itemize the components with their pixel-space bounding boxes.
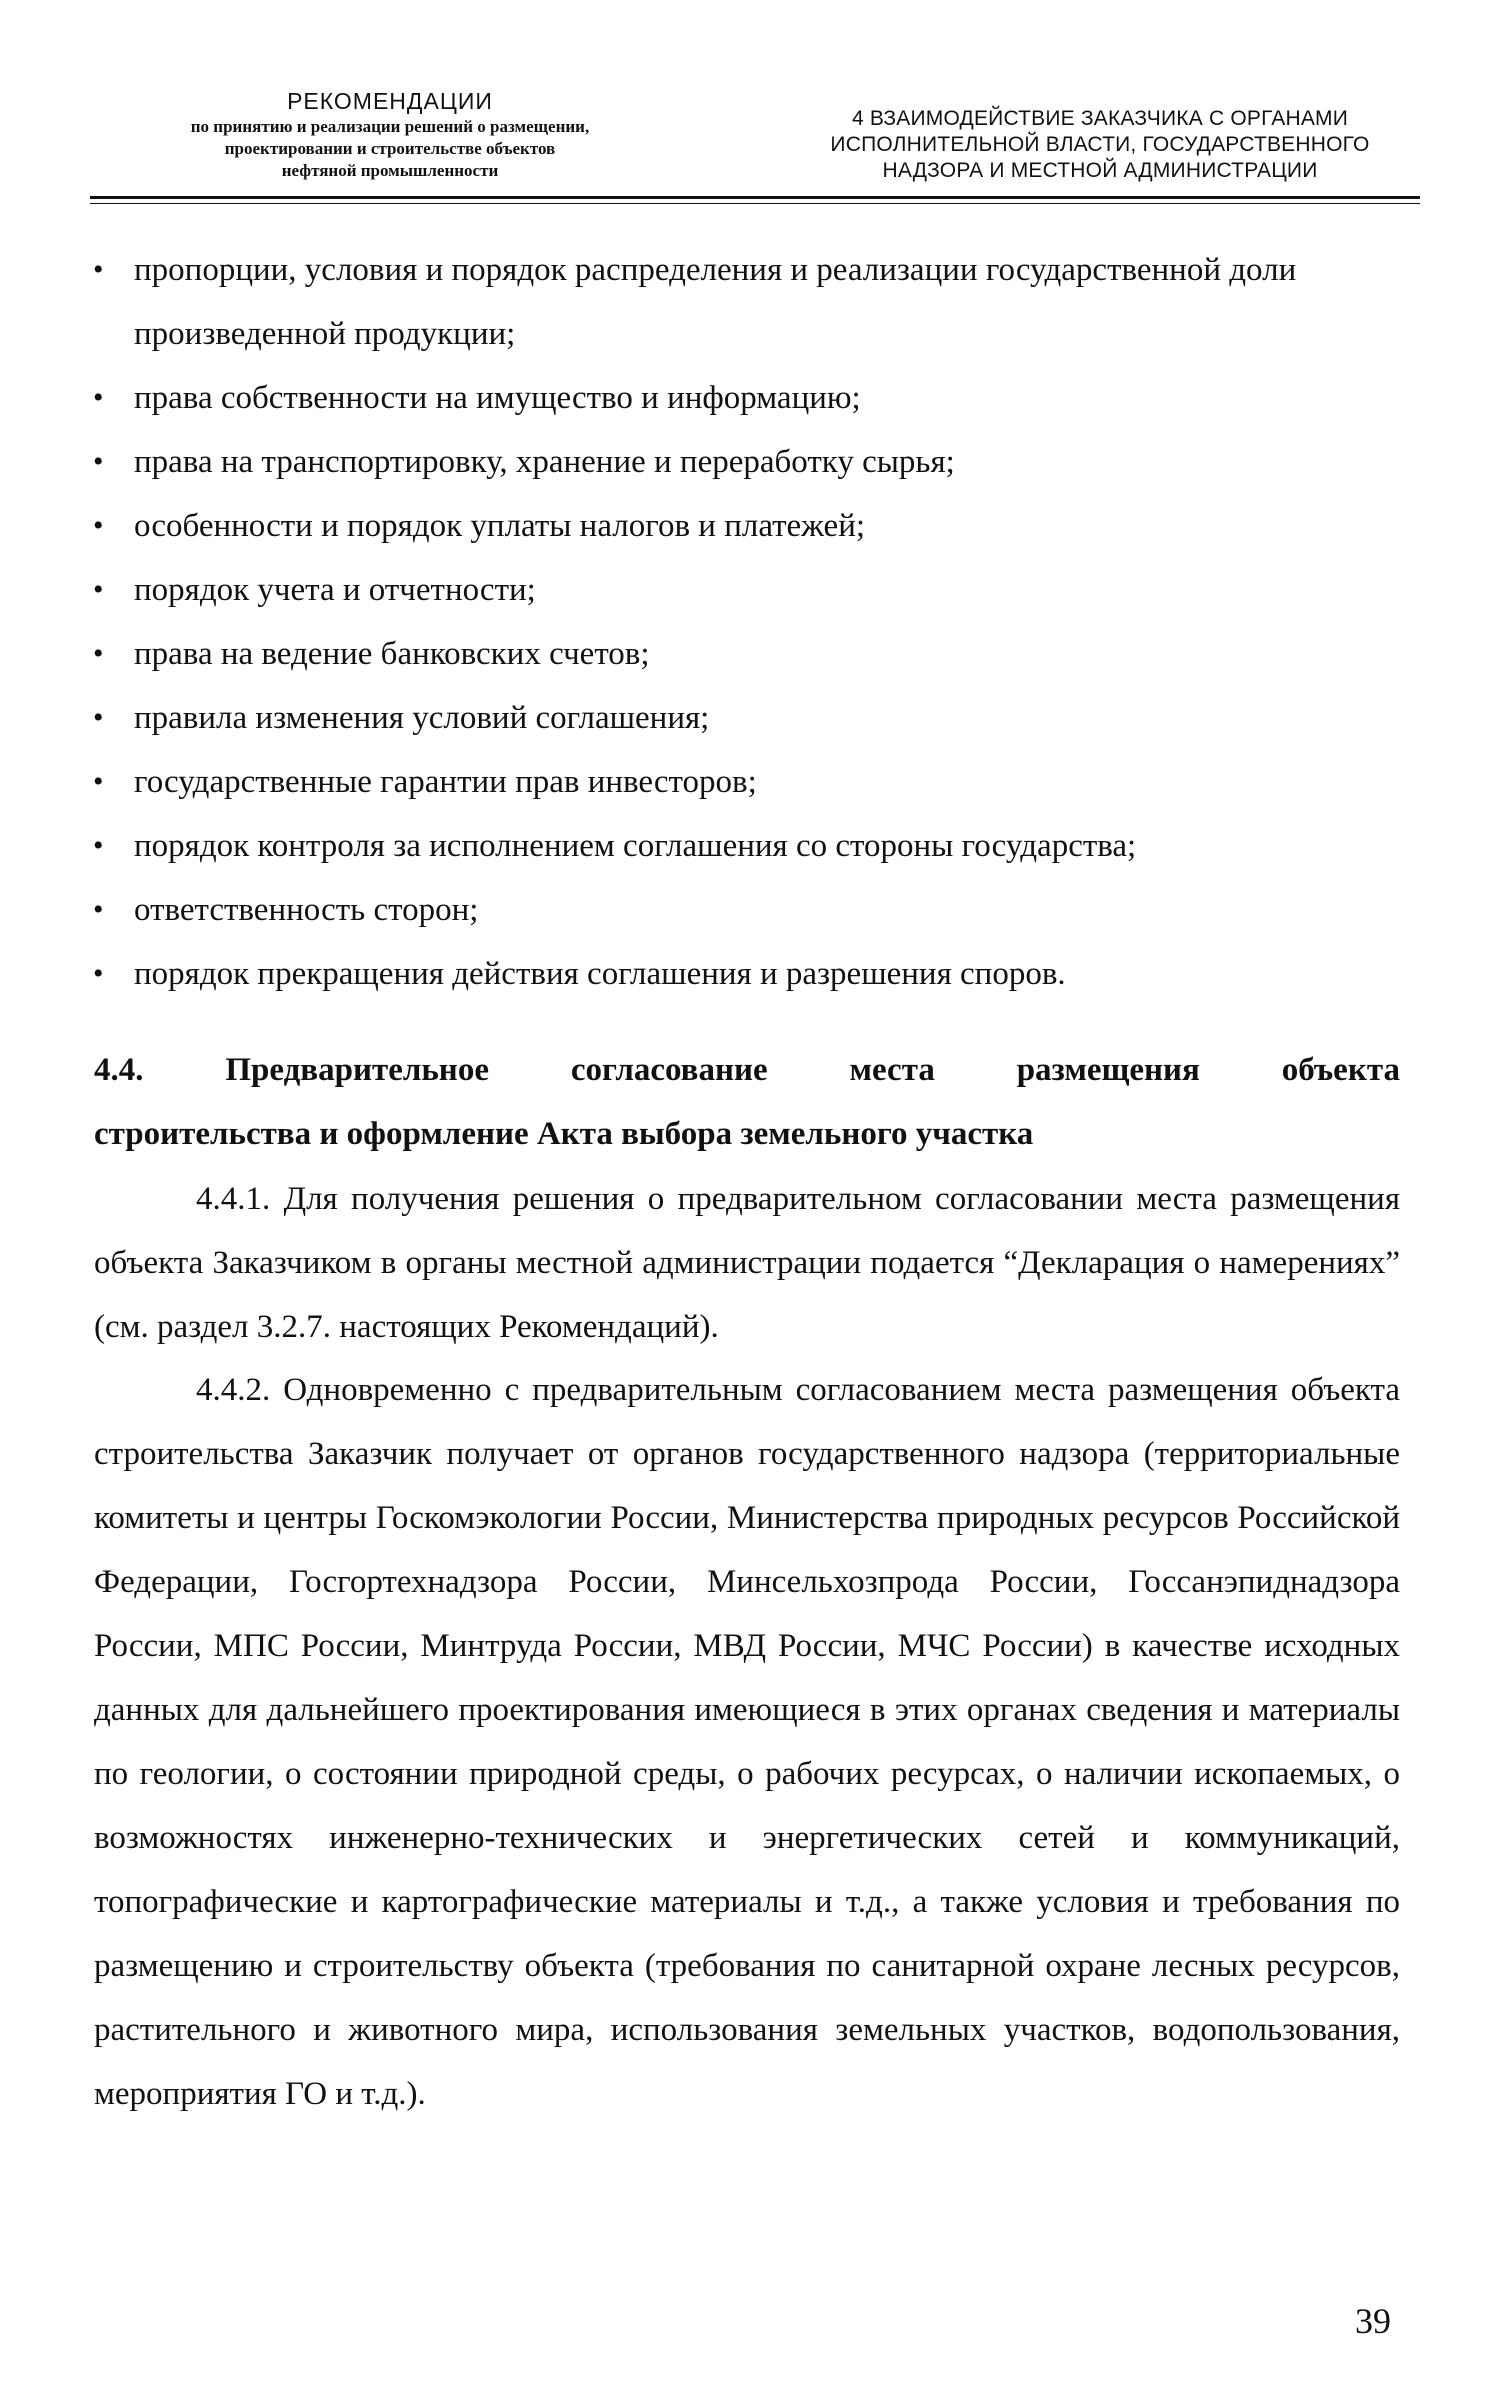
list-item: [90, 814, 1400, 878]
bullet-icon: •: [93, 573, 104, 606]
section-title-word: согласование: [570, 1052, 768, 1088]
header-rule-thick: [90, 196, 1420, 199]
bullet-icon: •: [93, 893, 104, 926]
page-number: 39: [1355, 2301, 1391, 2341]
list-item-text: пропорции, условия и порядок распределения и реализации государственной доли произведенной продукции;: [134, 252, 1297, 352]
list-item-text: права собственности на имущество и информацию;: [134, 380, 861, 416]
list-item: [90, 750, 1400, 814]
section-title-word: Предварительное: [225, 1052, 489, 1088]
paragraph-4-4-2: 4.4.2. Одновременно с предварительным согласованием места размещения объекта строительства Заказчик получает от органов государственного надзора (территориальные комитеты и центры Госкомэкологии России, Министерства природных ресурсов Российской Федерации, Госгортехнадзора России, Минсельхозпрода России, Госсанэпиднадзора России, МПС России, Минтруда России, МВД России, МЧС России) в качестве исходных данных для дальнейшего проектирования имеющиеся в этих органах сведения и материалы по геологии, о состоянии природной среды, о рабочих ресурсах, о наличии ископаемых, о возможностях инженерно-технических и энергетических сетей и коммуникаций, топографические и картографические материалы и т.д., а также условия и требования по размещению и строительству объекта (требования по санитарной охране лесных ресурсов, растительного и животного мира, использования земельных участков, водопользования, мероприятия ГО и т.д.).: [94, 1372, 1400, 2112]
section-number: 4.4.: [94, 1052, 144, 1088]
list-item-text: порядок прекращения действия соглашения и разрешения споров.: [134, 956, 1066, 992]
list-item-text: особенности и порядок уплаты налогов и платежей;: [134, 508, 866, 544]
section-heading-line-1: [94, 1038, 1400, 1102]
header-left-line: по принятию и реализации решений о размещении,: [190, 117, 590, 136]
header-right-block: [790, 106, 1410, 184]
bullet-icon: •: [93, 381, 104, 414]
list-item: [90, 686, 1400, 750]
header-right-line: НАДЗОРА И МЕСТНОЙ АДМИНИСТРАЦИИ: [882, 159, 1318, 182]
header-left-block: [110, 86, 670, 182]
bullet-icon: •: [93, 765, 104, 798]
bullet-icon: •: [93, 637, 104, 670]
list-item: [90, 238, 1400, 366]
section-heading-line-2: строительства и оформление Акта выбора земельного участка: [94, 1116, 1034, 1152]
bullet-icon: •: [93, 253, 104, 286]
bullet-icon: •: [93, 957, 104, 990]
section-title-word: места: [849, 1052, 935, 1088]
section-title-word: объекта: [1281, 1052, 1400, 1088]
bullet-icon: •: [93, 509, 104, 542]
paragraph-4-4-1: 4.4.1. Для получения решения о предварительном согласовании места размещения объекта Заказчиком в органы местной администрации подается “Декларация о намерениях” (см. раздел 3.2.7. настоящих Рекомендаций).: [94, 1181, 1400, 1345]
list-item: [90, 558, 1400, 622]
list-item-text: порядок учета и отчетности;: [134, 572, 536, 608]
list-item-text: правила изменения условий соглашения;: [134, 700, 710, 736]
list-item: [90, 494, 1400, 558]
list-item-text: ответственность сторон;: [134, 892, 479, 928]
bullet-icon: •: [93, 829, 104, 862]
bullet-list: [90, 238, 1400, 1006]
header-left-title: РЕКОМЕНДАЦИИ: [287, 88, 493, 114]
bullet-icon: •: [93, 701, 104, 734]
list-item: [90, 942, 1400, 1006]
list-item: [90, 622, 1400, 686]
section-title-word: размещения: [1016, 1052, 1200, 1088]
list-item-text: государственные гарантии прав инвесторов;: [134, 764, 757, 800]
list-item-text: права на транспортировку, хранение и переработку сырья;: [134, 444, 955, 480]
section-heading: [94, 1038, 1400, 1166]
bullet-icon: •: [93, 445, 104, 478]
header-left-line: нефтяной промышленности: [281, 161, 499, 180]
header-right-line: 4 ВЗАИМОДЕЙСТВИЕ ЗАКАЗЧИКА С ОРГАНАМИ: [851, 107, 1349, 130]
list-item-text: порядок контроля за исполнением соглашения со стороны государства;: [134, 828, 1137, 864]
header-rule-thin: [90, 203, 1420, 204]
list-item-text: права на ведение банковских счетов;: [134, 636, 650, 672]
list-item: [90, 430, 1400, 494]
header-left-line: проектировании и строительстве объектов: [224, 139, 556, 158]
list-item: [90, 878, 1400, 942]
header-right-line: ИСПОЛНИТЕЛЬНОЙ ВЛАСТИ, ГОСУДАРСТВЕННОГО: [830, 133, 1370, 156]
list-item: [90, 366, 1400, 430]
